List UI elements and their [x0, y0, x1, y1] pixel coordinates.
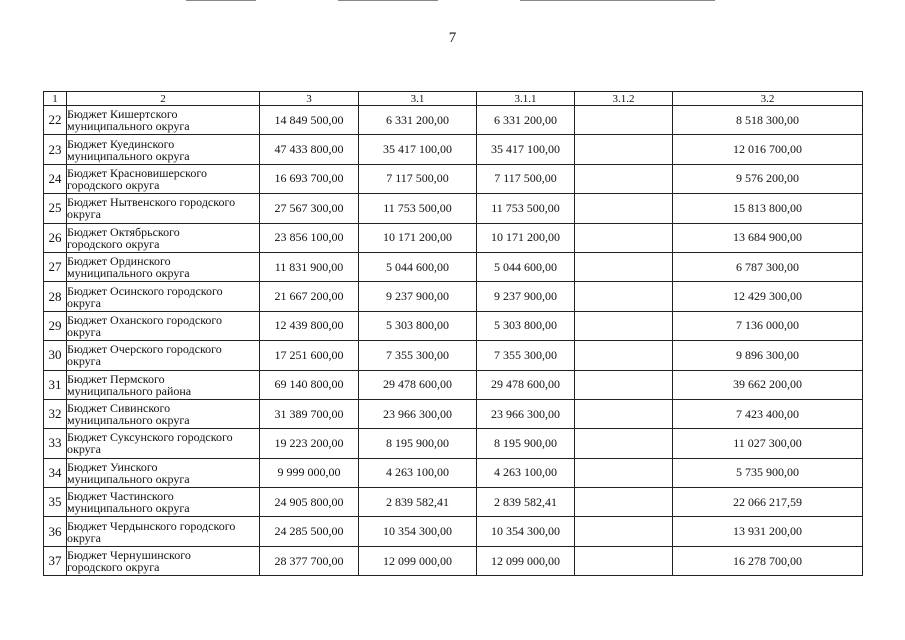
value-col-3-1-2	[575, 135, 673, 164]
value-col-3-1: 2 839 582,41	[359, 488, 477, 517]
row-number: 34	[44, 458, 67, 487]
table-row	[44, 164, 863, 193]
value-col-3-1-1: 6 331 200,00	[477, 106, 575, 135]
row-number: 36	[44, 517, 67, 546]
budget-name-line: Бюджет Осинского городского	[67, 283, 223, 298]
table-row	[44, 106, 863, 135]
budget-name-line: Бюджет Ординского	[67, 254, 171, 269]
value-col-3-1-2	[575, 223, 673, 252]
value-col-3-1-2	[575, 458, 673, 487]
budget-name-line: округа	[67, 295, 101, 310]
value-col-3: 11 831 900,00	[260, 252, 359, 281]
value-col-3: 19 223 200,00	[260, 429, 359, 458]
value-col-3-2: 9 576 200,00	[673, 164, 863, 193]
value-col-3: 21 667 200,00	[260, 282, 359, 311]
row-number: 37	[44, 546, 67, 575]
value-col-3-1: 23 966 300,00	[359, 399, 477, 428]
value-col-3-1-1: 11 753 500,00	[477, 194, 575, 223]
budget-name	[67, 164, 260, 193]
value-col-3-2: 8 518 300,00	[673, 106, 863, 135]
row-number: 22	[44, 106, 67, 135]
budget-name-line: Бюджет Чердынского городского	[67, 518, 236, 533]
value-col-3-1-2	[575, 252, 673, 281]
budget-name	[67, 252, 260, 281]
row-number: 29	[44, 311, 67, 340]
budget-name	[67, 311, 260, 340]
value-col-3-1-2	[575, 164, 673, 193]
value-col-3-2: 16 278 700,00	[673, 546, 863, 575]
budget-name-line: округа	[67, 324, 101, 339]
value-col-3-1: 9 237 900,00	[359, 282, 477, 311]
value-col-3-1-2	[575, 106, 673, 135]
page-number: 7	[448, 30, 457, 46]
budget-name-line: Бюджет Оханского городского	[67, 312, 223, 327]
value-col-3-2: 22 066 217,59	[673, 488, 863, 517]
table-row	[44, 252, 863, 281]
value-col-3-1: 7 355 300,00	[359, 341, 477, 370]
column-header: 2	[67, 92, 260, 106]
budget-name-line: округа	[67, 442, 101, 457]
value-col-3-2: 7 136 000,00	[673, 311, 863, 340]
value-col-3-1-1: 7 117 500,00	[477, 164, 575, 193]
budget-name-line: округа	[67, 207, 101, 222]
budget-name-line: Бюджет Сивинского	[67, 401, 171, 416]
budget-name-line: муниципального округа	[67, 501, 190, 516]
value-col-3-1-1: 7 355 300,00	[477, 341, 575, 370]
budget-name-line: Бюджет Красновишерского	[67, 165, 207, 180]
value-col-3-1: 5 303 800,00	[359, 311, 477, 340]
value-col-3-2: 6 787 300,00	[673, 252, 863, 281]
value-col-3-1: 6 331 200,00	[359, 106, 477, 135]
value-col-3-1-2	[575, 517, 673, 546]
table-row	[44, 546, 863, 575]
budget-name	[67, 488, 260, 517]
value-col-3: 23 856 100,00	[260, 223, 359, 252]
row-number: 35	[44, 488, 67, 517]
budget-name	[67, 546, 260, 575]
value-col-3: 14 849 500,00	[260, 106, 359, 135]
value-col-3-2: 9 896 300,00	[673, 341, 863, 370]
value-col-3-2: 12 429 300,00	[673, 282, 863, 311]
budget-name-line: Бюджет Куединского	[67, 136, 175, 151]
value-col-3-1-1: 12 099 000,00	[477, 546, 575, 575]
value-col-3: 9 999 000,00	[260, 458, 359, 487]
value-col-3-1-2	[575, 194, 673, 223]
value-col-3: 16 693 700,00	[260, 164, 359, 193]
value-col-3: 27 567 300,00	[260, 194, 359, 223]
value-col-3-1-2	[575, 429, 673, 458]
row-number: 31	[44, 370, 67, 399]
budget-name-line: округа	[67, 354, 101, 369]
value-col-3-2: 12 016 700,00	[673, 135, 863, 164]
value-col-3-1-2	[575, 399, 673, 428]
column-header: 3.1.1	[477, 92, 575, 106]
budget-name-line: округа	[67, 530, 101, 545]
column-header: 3.1	[359, 92, 477, 106]
scan-edge-line	[338, 0, 438, 1]
value-col-3-1-1: 35 417 100,00	[477, 135, 575, 164]
column-header: 3	[260, 92, 359, 106]
value-col-3-1: 11 753 500,00	[359, 194, 477, 223]
budget-name-line: Бюджет Пермского	[67, 371, 165, 386]
budget-name-line: городского округа	[67, 177, 160, 192]
budget-name-line: Бюджет Кишертского	[67, 107, 178, 122]
row-number: 23	[44, 135, 67, 164]
budget-name	[67, 223, 260, 252]
budget-name-line: муниципального округа	[67, 266, 190, 281]
value-col-3-1-1: 29 478 600,00	[477, 370, 575, 399]
value-col-3-1: 10 354 300,00	[359, 517, 477, 546]
value-col-3-1-2	[575, 546, 673, 575]
value-col-3-2: 5 735 900,00	[673, 458, 863, 487]
value-col-3-1-1: 23 966 300,00	[477, 399, 575, 428]
budget-name	[67, 341, 260, 370]
value-col-3-1: 35 417 100,00	[359, 135, 477, 164]
value-col-3-2: 13 931 200,00	[673, 517, 863, 546]
table-row	[44, 282, 863, 311]
table-row	[44, 311, 863, 340]
budget-name-line: Бюджет Октябрьского	[67, 224, 180, 239]
value-col-3-1-1: 5 303 800,00	[477, 311, 575, 340]
value-col-3-1-2	[575, 370, 673, 399]
table-header-row	[44, 92, 863, 106]
value-col-3-1-2	[575, 282, 673, 311]
value-col-3-1-1: 5 044 600,00	[477, 252, 575, 281]
scan-edge-line	[520, 0, 715, 1]
budget-name	[67, 517, 260, 546]
column-header: 3.1.2	[575, 92, 673, 106]
table-row	[44, 458, 863, 487]
budget-name	[67, 429, 260, 458]
value-col-3: 24 905 800,00	[260, 488, 359, 517]
table-row	[44, 223, 863, 252]
value-col-3-1: 4 263 100,00	[359, 458, 477, 487]
table-row	[44, 135, 863, 164]
value-col-3: 47 433 800,00	[260, 135, 359, 164]
budget-name-line: муниципального округа	[67, 119, 190, 134]
table-row	[44, 517, 863, 546]
row-number: 28	[44, 282, 67, 311]
value-col-3-1-1: 2 839 582,41	[477, 488, 575, 517]
budget-name-line: муниципального округа	[67, 413, 190, 428]
value-col-3-1-1: 9 237 900,00	[477, 282, 575, 311]
column-header: 3.2	[673, 92, 863, 106]
row-number: 33	[44, 429, 67, 458]
value-col-3: 69 140 800,00	[260, 370, 359, 399]
value-col-3-1: 12 099 000,00	[359, 546, 477, 575]
budget-name-line: Бюджет Нытвенского городского	[67, 195, 236, 210]
value-col-3-1: 5 044 600,00	[359, 252, 477, 281]
table-row	[44, 370, 863, 399]
budget-name-line: Бюджет Уинского	[67, 459, 158, 474]
value-col-3: 17 251 600,00	[260, 341, 359, 370]
value-col-3-1-2	[575, 341, 673, 370]
row-number: 30	[44, 341, 67, 370]
budget-name-line: муниципального района	[67, 383, 192, 398]
value-col-3-2: 11 027 300,00	[673, 429, 863, 458]
value-col-3-1: 29 478 600,00	[359, 370, 477, 399]
value-col-3: 24 285 500,00	[260, 517, 359, 546]
value-col-3-2: 15 813 800,00	[673, 194, 863, 223]
budget-name	[67, 106, 260, 135]
budget-name	[67, 282, 260, 311]
budget-name-line: городского округа	[67, 560, 160, 575]
budget-name-line: муниципального округа	[67, 148, 190, 163]
budget-name	[67, 135, 260, 164]
value-col-3-1: 7 117 500,00	[359, 164, 477, 193]
budget-name	[67, 458, 260, 487]
table-row	[44, 488, 863, 517]
scan-edge-line	[186, 0, 256, 1]
table-row	[44, 429, 863, 458]
table-row	[44, 399, 863, 428]
value-col-3-1-1: 10 354 300,00	[477, 517, 575, 546]
value-col-3-2: 39 662 200,00	[673, 370, 863, 399]
value-col-3-1-1: 4 263 100,00	[477, 458, 575, 487]
row-number: 26	[44, 223, 67, 252]
value-col-3-1: 8 195 900,00	[359, 429, 477, 458]
row-number: 25	[44, 194, 67, 223]
value-col-3-2: 7 423 400,00	[673, 399, 863, 428]
table-row	[44, 341, 863, 370]
budget-table	[43, 91, 863, 576]
budget-name-line: Бюджет Частинского	[67, 489, 174, 504]
budget-name	[67, 399, 260, 428]
value-col-3-1-1: 8 195 900,00	[477, 429, 575, 458]
budget-name	[67, 370, 260, 399]
value-col-3-1: 10 171 200,00	[359, 223, 477, 252]
row-number: 24	[44, 164, 67, 193]
budget-name-line: Бюджет Суксунского городского	[67, 430, 233, 445]
value-col-3: 31 389 700,00	[260, 399, 359, 428]
value-col-3-1-2	[575, 488, 673, 517]
value-col-3: 12 439 800,00	[260, 311, 359, 340]
table-row	[44, 194, 863, 223]
row-number: 27	[44, 252, 67, 281]
value-col-3: 28 377 700,00	[260, 546, 359, 575]
budget-name-line: городского округа	[67, 236, 160, 251]
value-col-3-2: 13 684 900,00	[673, 223, 863, 252]
column-header: 1	[44, 92, 67, 106]
value-col-3-1-1: 10 171 200,00	[477, 223, 575, 252]
budget-name	[67, 194, 260, 223]
budget-name-line: Бюджет Чернушинского	[67, 548, 191, 563]
row-number: 32	[44, 399, 67, 428]
budget-name-line: Бюджет Очерского городского	[67, 342, 222, 357]
value-col-3-1-2	[575, 311, 673, 340]
budget-name-line: муниципального округа	[67, 471, 190, 486]
